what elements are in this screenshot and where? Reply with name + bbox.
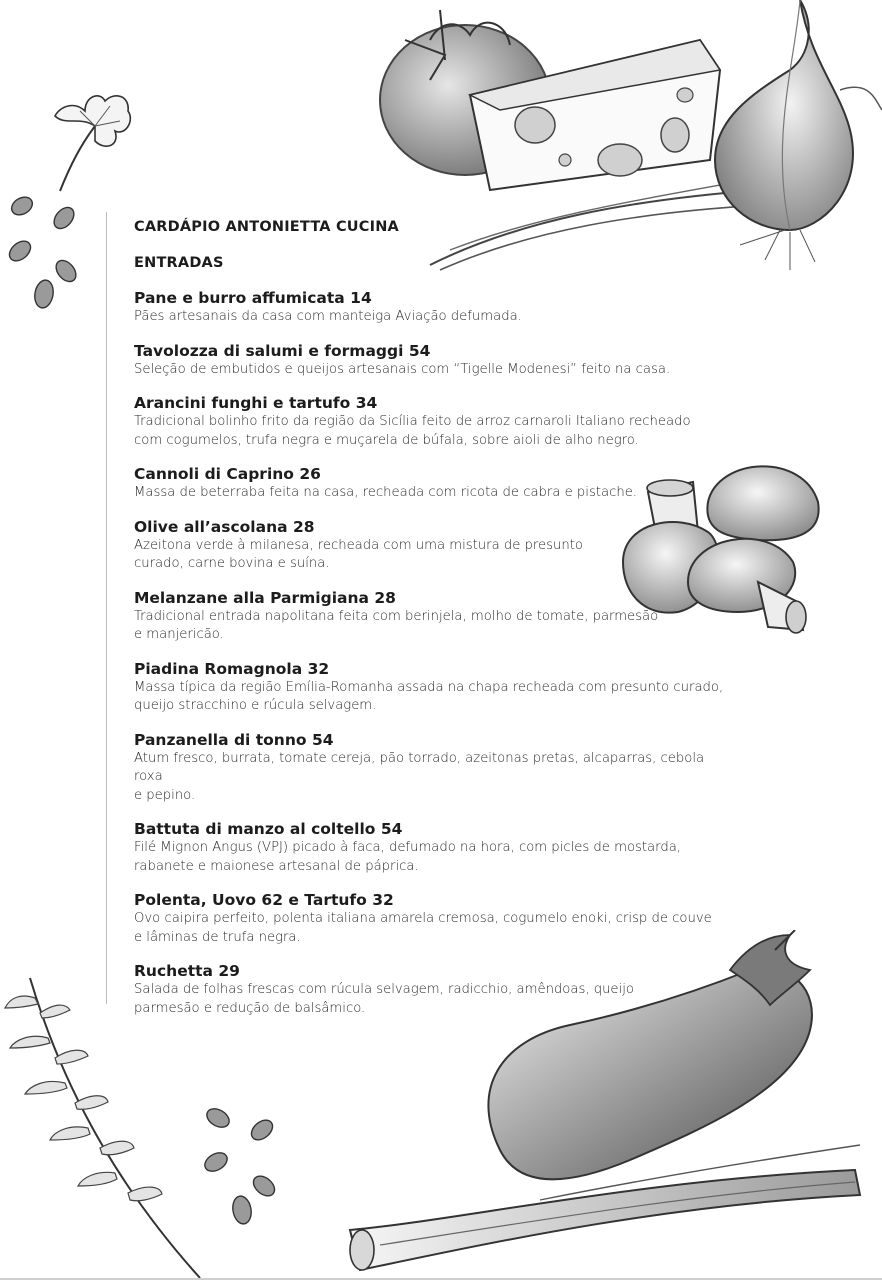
item-description (134, 537, 734, 574)
item-description-line: Seleção de embutidos e queijos artesanais com “Tigelle Modenesi” feito na casa. (134, 361, 671, 377)
item-title (134, 588, 734, 608)
item-name: Cannoli di Caprino (134, 465, 294, 483)
item-name: Melanzane alla Parmigiana (134, 588, 369, 607)
item-description-line: Salada de folhas frescas com rúcula selvagem, radicchio, amêndoas, queijo (134, 982, 634, 997)
item-description (134, 839, 734, 876)
page-title: CARDÁPIO ANTONIETTA CUCINA (134, 219, 399, 235)
menu-item (134, 890, 734, 947)
menu-item (134, 819, 734, 876)
item-price: 14 (350, 289, 372, 307)
item-title (134, 288, 734, 308)
item-description (134, 413, 734, 450)
menu-item (134, 464, 734, 503)
item-description-line: parmesão e redução de balsâmico. (134, 1000, 366, 1016)
item-name: Polenta, Uovo 62 e Tartufo (134, 891, 367, 909)
item-price: 32 (372, 891, 394, 909)
item-description-line: curado, carne bovina e suína. (134, 556, 330, 571)
item-name: Piadina Romagnola (134, 659, 303, 678)
item-description (134, 679, 734, 716)
item-name: Olive all’ascolana (134, 517, 288, 536)
item-name: Arancini funghi e tartufo (134, 394, 351, 412)
item-title (134, 961, 734, 981)
menu-item (134, 659, 734, 716)
item-title (134, 659, 734, 679)
oregano-leaves-illustration (0, 186, 90, 316)
item-description-line: Ovo caipira perfeito, polenta italiana amarela cremosa, cogumelo enoki, crisp de couve (134, 911, 712, 926)
item-title (134, 517, 734, 537)
item-price: 32 (307, 659, 330, 678)
menu-item (134, 730, 734, 806)
item-price: 28 (292, 517, 315, 536)
menu-items-list (134, 288, 734, 1018)
item-description-line: e manjericão. (134, 627, 224, 642)
menu-item (134, 588, 734, 645)
item-description (134, 308, 734, 327)
item-price: 34 (355, 394, 378, 412)
menu-item (134, 341, 734, 380)
item-price: 54 (380, 820, 403, 838)
menu-item (134, 288, 734, 327)
item-price: 54 (408, 341, 431, 360)
item-price: 29 (218, 962, 240, 980)
item-description-line: Pães artesanais da casa com manteiga Aviação defumada. (134, 309, 522, 324)
menu-item (134, 393, 734, 450)
basil-leaves-illustration (196, 1100, 286, 1230)
item-description-line: Tradicional bolinho frito da região da Sicília feito de arroz carnaroli Italiano recheado (134, 414, 691, 429)
menu-item (134, 961, 734, 1018)
item-title (134, 890, 734, 910)
item-name: Tavolozza di salumi e formaggi (134, 341, 404, 360)
item-description (134, 484, 734, 503)
item-description-line: Atum fresco, burrata, tomate cereja, pão torrado, azeitonas pretas, alcaparras, cebola roxa (134, 750, 705, 784)
item-title (134, 819, 734, 839)
item-name: Battuta di manzo al coltello (134, 820, 376, 838)
item-title (134, 464, 734, 484)
item-description (134, 608, 734, 645)
item-name: Pane e burro affumicata (134, 289, 345, 307)
item-description (134, 361, 734, 380)
item-price: 28 (374, 588, 396, 607)
item-price: 54 (311, 730, 334, 749)
item-name: Ruchetta (134, 962, 213, 980)
item-description-line: rabanete e maionese artesanal de páprica. (134, 858, 419, 874)
item-description-line: Filé Mignon Angus (VPJ) picado à faca, defumado na hora, com picles de mostarda, (134, 840, 681, 855)
item-title (134, 393, 734, 413)
vertical-divider (106, 212, 107, 1004)
item-description (134, 750, 734, 806)
item-description-line: Massa típica da região Emília-Romanha assada na chapa recheada com presunto curado, (134, 679, 724, 695)
item-description (134, 981, 734, 1018)
item-description-line: e pepino. (134, 787, 196, 803)
item-description (134, 910, 734, 947)
item-title (134, 341, 734, 361)
item-price: 26 (299, 465, 321, 483)
item-description-line: e lâminas de trufa negra. (134, 929, 301, 945)
item-description-line: com cogumelos, trufa negra e muçarela de búfala, sobre aioli de alho negro. (134, 432, 639, 448)
item-name: Panzanella di tonno (134, 730, 307, 749)
menu-item (134, 517, 734, 574)
item-description-line: Tradicional entrada napolitana feita com berinjela, molho de tomate, parmesão (134, 608, 659, 624)
item-title (134, 730, 734, 750)
section-title-entradas: ENTRADAS (134, 255, 224, 271)
item-description-line: Azeitona verde à milanesa, recheada com uma mistura de presunto (134, 537, 583, 553)
parsley-herb-illustration (40, 86, 140, 196)
item-description-line: Massa de beterraba feita na casa, recheada com ricota de cabra e pistache. (134, 485, 637, 500)
item-description-line: queijo stracchino e rúcula selvagem. (134, 698, 377, 713)
menu-content (134, 212, 734, 1032)
